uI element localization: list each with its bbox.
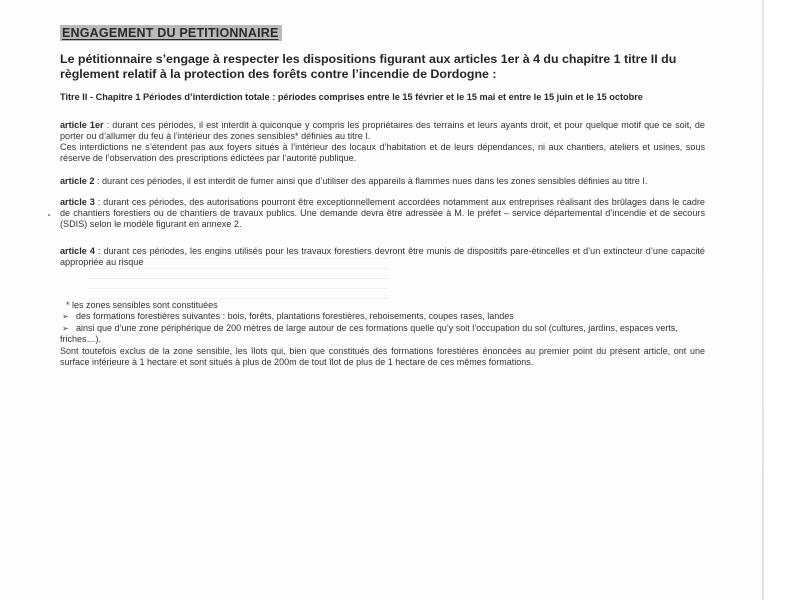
article-2-text: : durant ces périodes, il est interdit de fumer ainsi que d’utiliser des appareils à flammes nues dans les zones sensibles définies au titre I. [94,176,648,186]
scan-speck [48,214,50,216]
article-2-block [60,176,705,187]
article-1-paragraph-2: Ces interdictions ne s’étendent pas aux foyers situés à l’intérieur des locaux d’habitation et de leurs dépendances, ni aux chantiers, ateliers et usines, sous réserve de l’observation des prescriptions édictées par l’autorité publique. [60,142,705,163]
notes-closing: Sont toutefois exclus de la zone sensible, les îlots qui, bien que constitués des formations forestières énoncées au premier point du présent article, ont une surface inférieure à 1 hectare et sont situés à plus de 200m de tout îlot de plus de 1 hectare de ces mêmes formations. [60,345,705,368]
article-1-text: : durant ces périodes, il est interdit à quiconque y compris les propriétaires des terrains et leurs ayants droit, et pour quelque motif que ce soit, de porter ou d’allumer du feu à l’intérieur des zones sensibles* définies au titre I. [60,120,705,141]
article-2-label: article 2 [60,176,95,186]
article-1-label: article 1er [60,120,104,130]
article-3-label: article 3 [60,197,95,207]
arrow-bullet-icon: ➢ [62,323,69,333]
period-title: Titre II - Chapitre 1 Périodes d’interdiction totale : périodes comprises entre le 15 février et le 15 mai et entre le 15 juin et le 15 octobre [60,92,643,102]
notes-bullet-2-text: ainsi que d’une zone périphérique de 200 mètres de large autour de ces formations quelle qu’y soit l’occupation du sol (cultures, jardins, espaces verts, friches…). [60,322,678,345]
document-heading: ENGAGEMENT DU PETITIONNAIRE [60,25,282,41]
notes-intro: * les zones sensibles sont constituées [66,300,218,310]
notes-bullet-2 [60,323,705,346]
article-3-block [60,197,705,230]
notes-bullet-1 [60,311,705,322]
scan-right-margin [764,0,800,600]
article-4-text: : durant ces périodes, les engins utilisés pour les travaux forestiers devront être munis de dispositifs pare-étincelles et d’un extincteur d’une capacité appropriée au risque [60,246,705,267]
article-1-paragraph [60,120,705,142]
notes-bullet-1-text: des formations forestières suivantes : bois, forêts, plantations forestières, reboisements, coupes rases, landes [76,311,514,322]
article-3-text: : durant ces périodes, des autorisations pourront être exceptionnellement accordées notamment aux entreprises réalisant des brûlages dans le cadre de chantiers forestiers ou de chantiers de travaux publics. Une demande devra être adressée à M. le préfet – service départemental d’incendie et de secours (SDIS) selon le modèle figurant en annexe 2. [60,197,705,229]
article-1-block [60,120,705,164]
lead-paragraph: Le pétitionnaire s’engage à respecter les dispositions figurant aux articles 1er à 4 du chapitre 1 titre II du règlement relatif à la protection des forêts contre l’incendie de Dordogne : [60,52,677,81]
article-4-label: article 4 [60,246,95,256]
arrow-bullet-icon: ➢ [62,312,69,322]
sensitive-zones-notes [60,300,705,368]
